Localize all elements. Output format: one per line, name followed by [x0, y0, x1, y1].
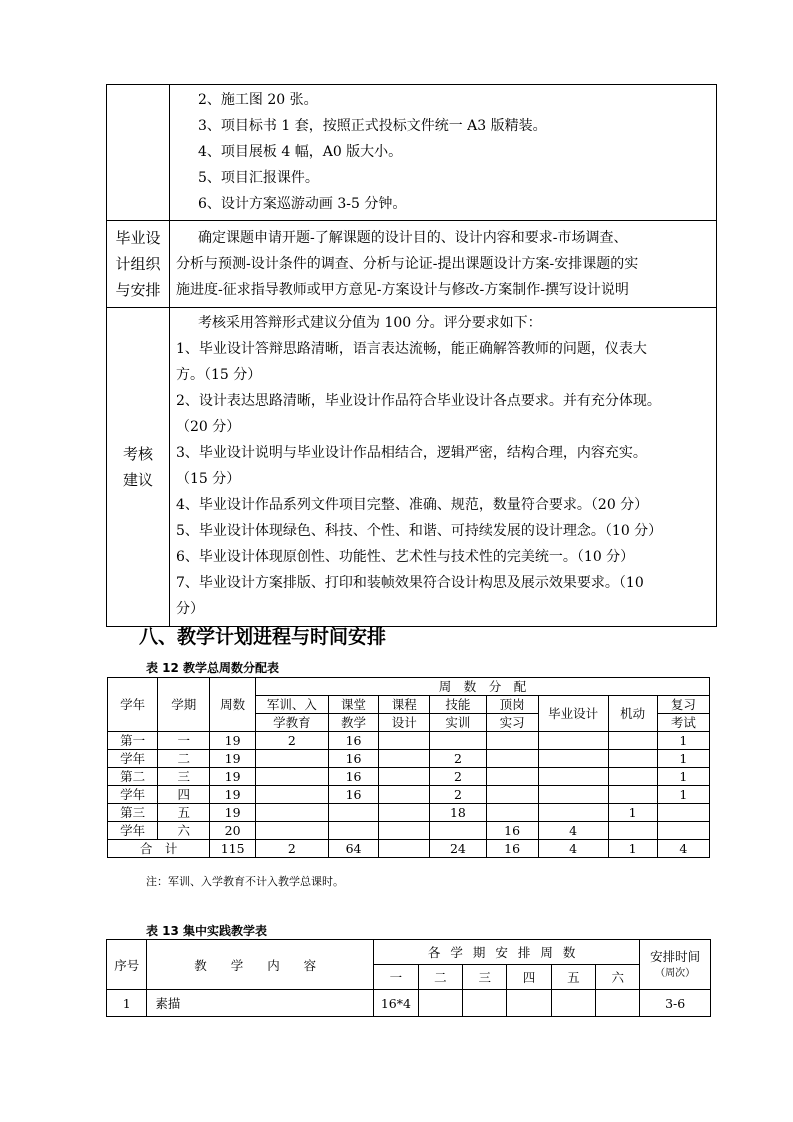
col-header: 设计: [379, 714, 430, 732]
table-header-row: [107, 940, 711, 965]
col-header: 军训、入: [255, 696, 328, 714]
term-header: 五: [551, 965, 595, 990]
header-no: 序号: [107, 940, 147, 990]
col-header: 毕业设计: [538, 696, 608, 732]
col-header: 顶岗: [486, 696, 538, 714]
col-header: 复习: [657, 696, 709, 714]
header-year: 学年: [108, 678, 158, 732]
col-header: 实习: [486, 714, 538, 732]
term-header: 二: [418, 965, 462, 990]
table-row: 学年 六 20 16 4: [108, 822, 710, 840]
year-cell: 学年: [108, 822, 158, 840]
list-item: 3、项目标书 1 套，按照正式投标文件统一 A3 版精装。: [198, 118, 547, 134]
section-heading: 八、教学计划进程与时间安排: [139, 626, 387, 648]
table-header-row: [108, 678, 710, 696]
year-cell: 学年: [108, 786, 158, 804]
header-term: 学期: [158, 678, 210, 732]
term-header: 三: [463, 965, 507, 990]
header-group: 各学期安排周数: [374, 940, 640, 965]
header-weeks: 周数: [210, 678, 256, 732]
design-requirements-table: [106, 84, 717, 627]
col-header: 机动: [608, 696, 657, 732]
col-header: 学教育: [255, 714, 328, 732]
year-cell: 第二: [108, 768, 158, 786]
table-row: [107, 221, 717, 308]
header-group: 周 数 分 配: [255, 678, 709, 696]
header-time: 安排时间 （周次）: [640, 940, 711, 990]
col-header: 课堂: [328, 696, 378, 714]
header-content: 教 学 内 容: [147, 940, 374, 990]
term-header: 一: [374, 965, 419, 990]
col-header: 课程: [379, 696, 430, 714]
table-row: 1 素描 16*4 3-6: [107, 990, 711, 1017]
col-header: 技能: [430, 696, 486, 714]
year-cell: 第三: [108, 804, 158, 822]
col-header: 考试: [657, 714, 709, 732]
row-label-empty: [107, 85, 170, 221]
table-row: [107, 85, 717, 221]
term-header: 六: [596, 965, 640, 990]
assessment-cell: 考核采用答辩形式建议分值为 100 分。评分要求如下： 1、毕业设计答辩思路清晰，语言表达流畅，能正确解答教师的问题，仪表大 方。（15 分） 2、设计表达思路清晰，毕业设计作品符合毕业设计各点要求。并有充分体现。 （20 分） 3、毕业设计说明与毕业设计作品相结合，逻辑严密，结构合理，内容充实。 （15 分） 4、毕业设计作品系列文件项目完整、准确、规范，数量符合要求。（20 分） 5、毕业设计体现绿色、科技、个性、和谐、可持续发展的设计理念。（10 分） 6、毕业设计体现原创性、功能性、艺术性与技术性的完美统一。（10 分） 7、毕业设计方案排版、打印和装帧效果符合设计构思及展示效果要求。（10 分）: [170, 308, 717, 627]
table-row: 学年 四 19 16 2 1: [108, 786, 710, 804]
year-cell: 第一: [108, 732, 158, 750]
table12-note: 注：军训、入学教育不计入教学总课时。: [146, 875, 344, 888]
deliverables-cell: [170, 85, 717, 221]
table13-caption: 表 13 集中实践教学表: [146, 924, 268, 938]
total-label: 合 计: [108, 840, 210, 858]
table-total-row: 合 计 115 2 64 24 16 4 1 4: [108, 840, 710, 858]
row-label: 考核 建议: [107, 308, 170, 627]
weeks-distribution-table: [107, 677, 710, 858]
list-item: 4、项目展板 4 幅，A0 版大小。: [198, 144, 403, 160]
table-row: [107, 308, 717, 627]
organization-cell: 确定课题申请开题-了解课题的设计目的、设计内容和要求-市场调查、 分析与预测-设计条件的调查、分析与论证-提出课题设计方案-安排课题的实 施进度-征求指导教师或甲方意见-方案设计与修改-方案制作-撰写设计说明: [170, 221, 717, 308]
practice-teaching-table: [106, 939, 711, 1017]
table-row: 学年 二 19 16 2 1: [108, 750, 710, 768]
table-row: 第一 一 19 2 16 1: [108, 732, 710, 750]
row-label: 毕业设 计组织 与安排: [107, 221, 170, 308]
table-row: 第三 五 19 18 1: [108, 804, 710, 822]
list-item: 5、项目汇报课件。: [198, 170, 319, 186]
list-item: 2、施工图 20 张。: [198, 92, 318, 108]
col-header: 教学: [328, 714, 378, 732]
list-item: 6、设计方案巡游动画 3-5 分钟。: [198, 196, 407, 212]
table-row: 第二 三 19 16 2 1: [108, 768, 710, 786]
table12-caption: 表 12 教学总周数分配表: [146, 661, 280, 675]
year-cell: 学年: [108, 750, 158, 768]
term-header: 四: [507, 965, 551, 990]
col-header: 实训: [430, 714, 486, 732]
